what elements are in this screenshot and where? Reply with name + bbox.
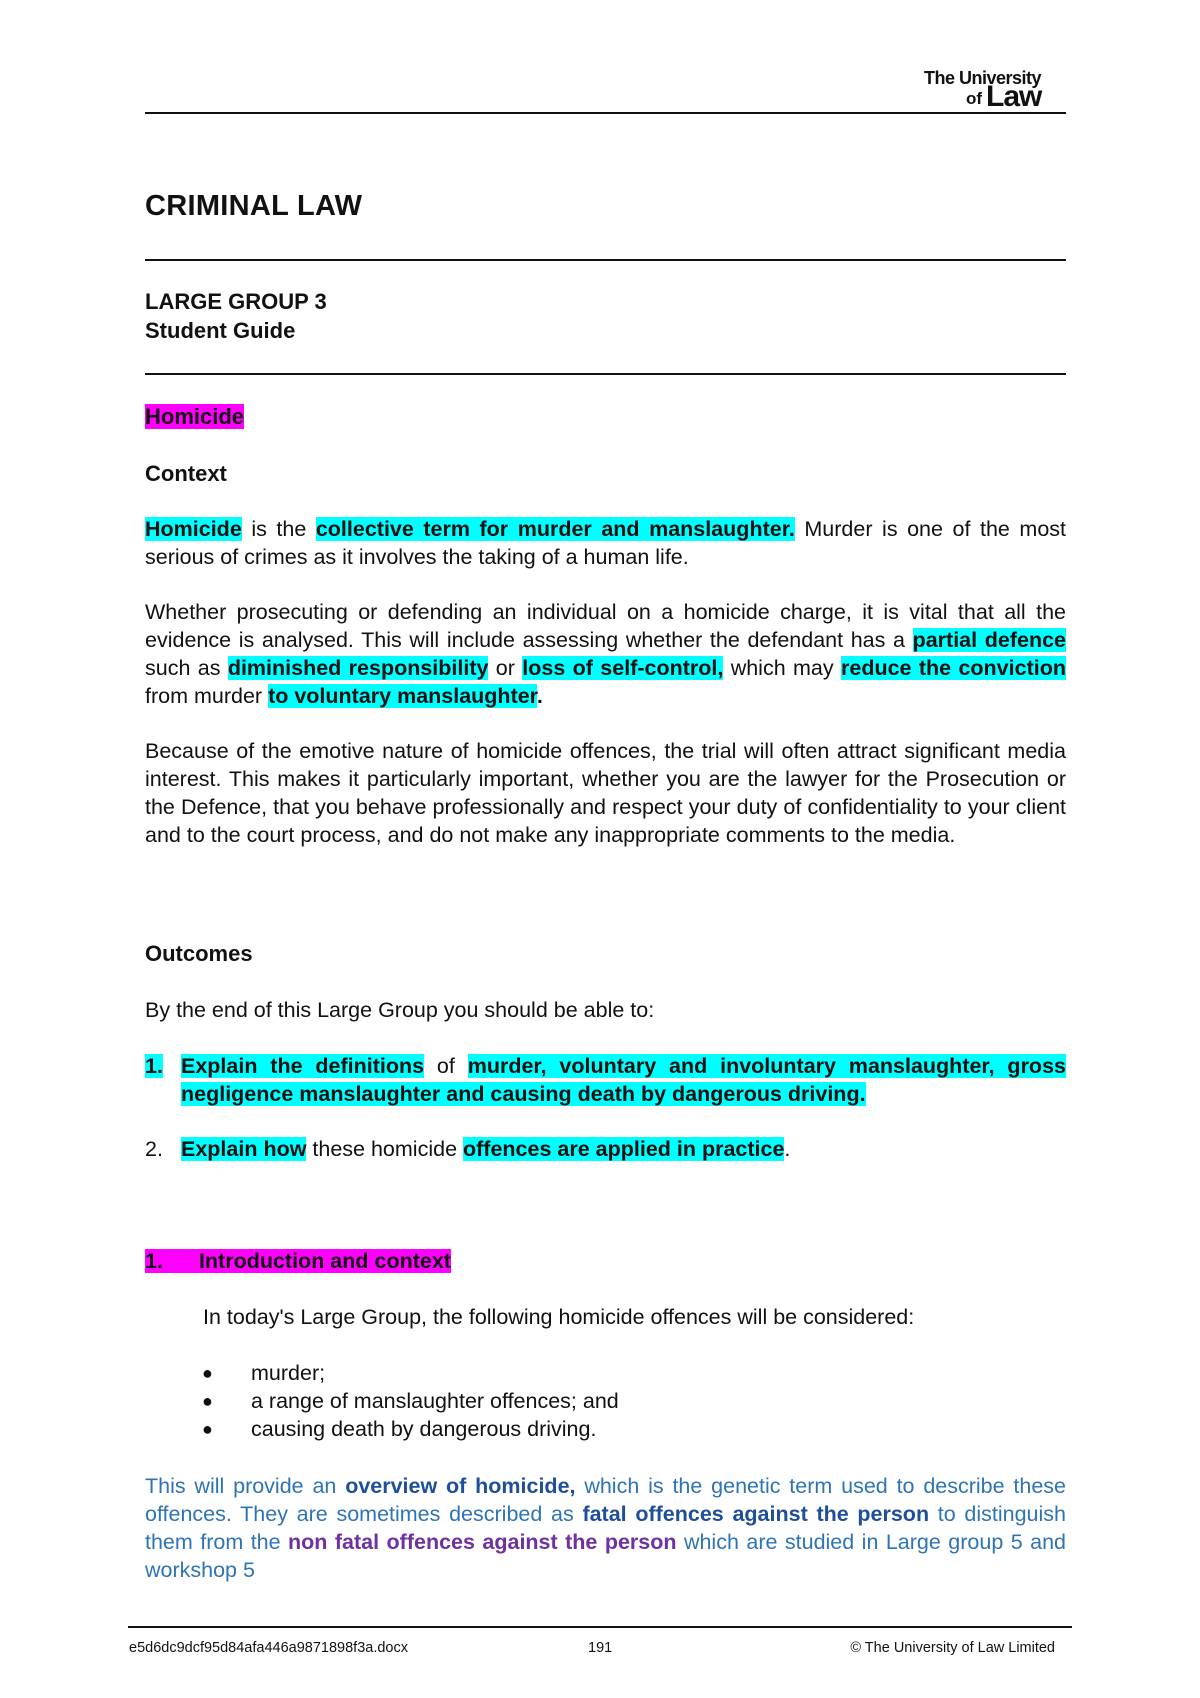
university-of-law-logo <box>846 66 1066 110</box>
outcome-1-number: 1. <box>145 1054 163 1078</box>
footer-page-number: 191 <box>588 1640 613 1656</box>
outcome-2-text: Explain how these homicide offences are applied in practice. <box>181 1137 791 1161</box>
context-paragraph-2: Whether prosecuting or defending an individual on a homicide charge, it is vital that all the evidence is analysed. This will include assessing whether the defendant has a partial defence such as diminished responsibility or loss of self-control, which may reduce the conviction from murder to voluntary manslaughter. <box>145 600 1066 708</box>
footer-copyright: © The University of Law Limited <box>850 1640 1055 1656</box>
outcomes-intro: By the end of this Large Group you should be able to: <box>145 998 655 1022</box>
document-title: CRIMINAL LAW <box>145 190 363 222</box>
bullet-icon: ● <box>202 1391 213 1411</box>
bullet-icon: ● <box>202 1419 213 1439</box>
context-heading: Context <box>145 461 227 486</box>
bullet-item-dangerous-driving: causing death by dangerous driving. <box>251 1417 597 1441</box>
bullet-item-murder: murder; <box>251 1361 326 1385</box>
outcomes-heading: Outcomes <box>145 941 253 966</box>
context-paragraph-1: Homicide is the collective term for murder and manslaughter. Murder is one of the most serious of crimes as it involves the taking of a human life. <box>145 517 1067 569</box>
subtitle-rule <box>145 373 1066 375</box>
title-rule <box>145 259 1066 261</box>
outcome-2-number: 2. <box>145 1137 163 1161</box>
header-rule <box>145 112 1066 114</box>
large-group-label: LARGE GROUP 3 <box>145 289 327 314</box>
logo-line1: The University <box>924 68 1042 88</box>
bullet-icon: ● <box>202 1363 213 1383</box>
section-1-heading: 1. Introduction and context <box>145 1249 451 1273</box>
logo-law: Law <box>986 80 1042 110</box>
overview-paragraph: This will provide an overview of homicide, which is the genetic term used to describe these offences. They are sometimes described as fatal offences against the person to distinguish them from the non fatal offences against the person which are studied in Large group 5 and workshop 5 <box>145 1474 1067 1582</box>
logo-of: of <box>966 89 983 108</box>
outcome-1-text: Explain the definitions of murder, voluntary and involuntary manslaughter, gross negligence manslaughter and causing death by dangerous driving. <box>181 1054 1066 1106</box>
student-guide-label: Student Guide <box>145 318 296 343</box>
footer-filename: e5d6dc9dcf95d84afa446a9871898f3a.docx <box>129 1640 408 1656</box>
homicide-heading: Homicide <box>145 404 245 429</box>
context-paragraph-3: Because of the emotive nature of homicide offences, the trial will often attract significant media interest. This makes it particularly important, whether you are the lawyer for the Prosecution or the Defence, that you behave professionally and respect your duty of confidentiality to your client and to the court process, and do not make any inappropriate comments to the media. <box>145 739 1066 847</box>
bullet-item-manslaughter: a range of manslaughter offences; and <box>251 1389 619 1413</box>
section-1-intro: In today's Large Group, the following homicide offences will be considered: <box>203 1305 915 1329</box>
footer-rule <box>128 1626 1072 1628</box>
